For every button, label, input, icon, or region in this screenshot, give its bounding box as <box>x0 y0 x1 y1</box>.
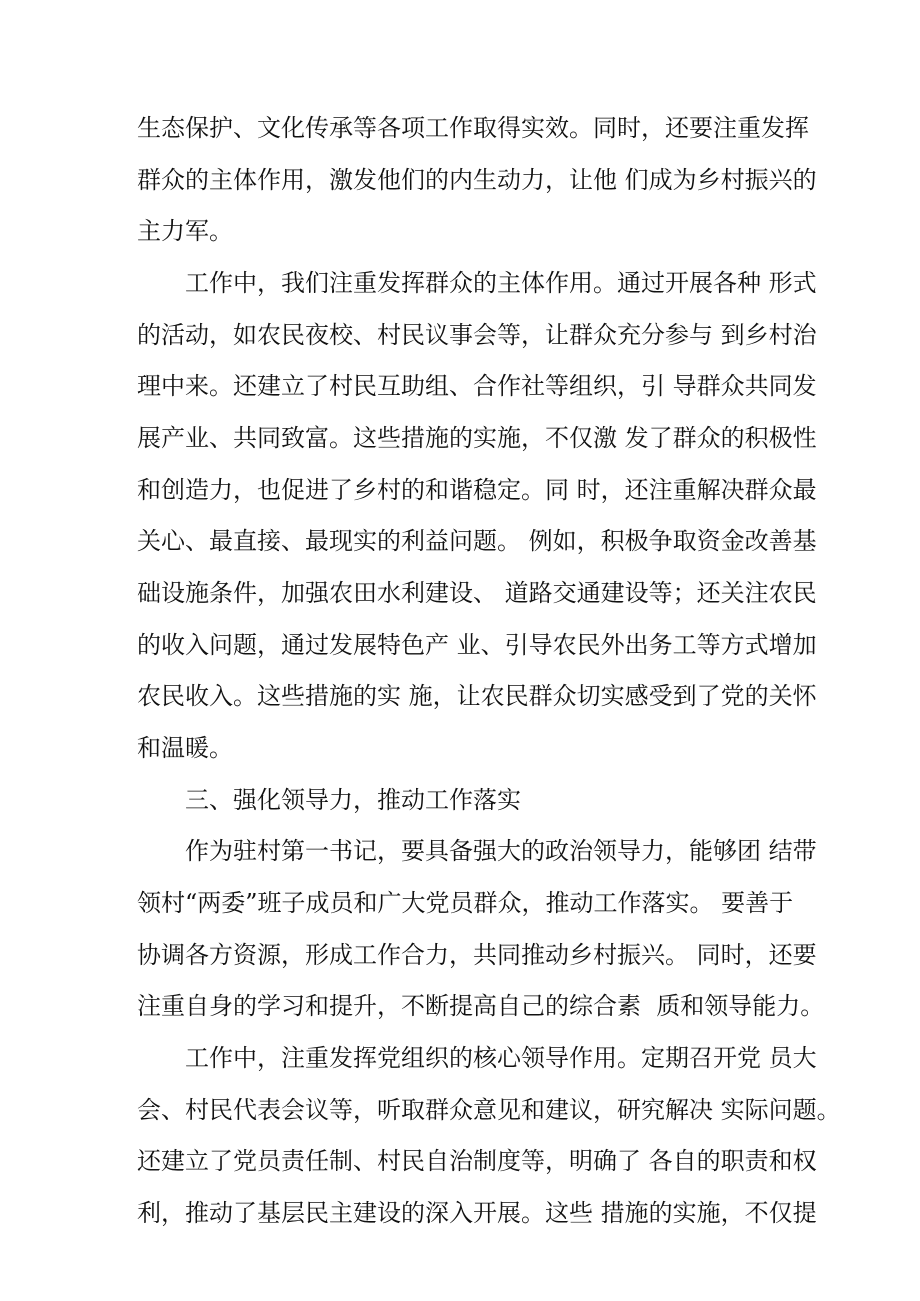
text-line: 利，推动了基层民主建设的深入开展。这些 措施的实施，不仅提 <box>137 1199 817 1227</box>
text-line: 础设施条件，加强农田水利建设、 道路交通建设等；还关注农民 <box>137 579 817 607</box>
text-line: 农民收入。这些措施的实 施，让农民群众切实感受到了党的关怀 <box>137 682 817 710</box>
text-line: 和温暖。 <box>137 734 233 762</box>
text-line: 协调各方资源，形成工作合力，共同推动乡村振兴。 同时，还要 <box>137 941 817 969</box>
text-line: 和创造力，也促进了乡村的和谐稳定。同 时，还注重解决群众最 <box>137 476 817 504</box>
text-line: 的活动，如农民夜校、村民议事会等，让群众充分参与 到乡村治 <box>137 321 817 349</box>
text-line: 领村“两委”班子成员和广大党员群众，推动工作落实。 要善于 <box>137 889 794 917</box>
text-line: 注重自身的学习和提升，不断提高自己的综合素 质和领导能力。 <box>137 992 825 1020</box>
text-line: 理中来。还建立了村民互助组、合作社等组织，引 导群众共同发 <box>137 372 817 400</box>
text-line: 还建立了党员责任制、村民自治制度等，明确了 各自的职责和权 <box>137 1147 817 1175</box>
text-line: 主力军。 <box>137 217 233 245</box>
section-heading: 三、强化领导力，推动工作落实 <box>185 786 521 814</box>
paragraph-first-line: 作为驻村第一书记，要具备强大的政治领导力，能够团 结带 <box>185 837 817 865</box>
paragraph-first-line: 工作中，我们注重发挥群众的主体作用。通过开展各种 形式 <box>185 269 817 297</box>
text-line: 关心、最直接、最现实的利益问题。 例如，积极争取资金改善基 <box>137 527 817 555</box>
paragraph-first-line: 工作中，注重发挥党组织的核心领导作用。定期召开党 员大 <box>185 1044 817 1072</box>
text-line: 生态保护、文化传承等各项工作取得实效。同时，还要注重发挥 <box>137 114 809 142</box>
text-line: 群众的主体作用，激发他们的内生动力，让他 们成为乡村振兴的 <box>137 166 817 194</box>
text-line: 展产业、共同致富。这些措施的实施，不仅激 发了群众的积极性 <box>137 424 817 452</box>
text-line: 的收入问题，通过发展特色产 业、引导农民外出务工等方式增加 <box>137 631 817 659</box>
text-line: 会、村民代表会议等，听取群众意见和建议，研究解决 实际问题。 <box>137 1096 841 1124</box>
